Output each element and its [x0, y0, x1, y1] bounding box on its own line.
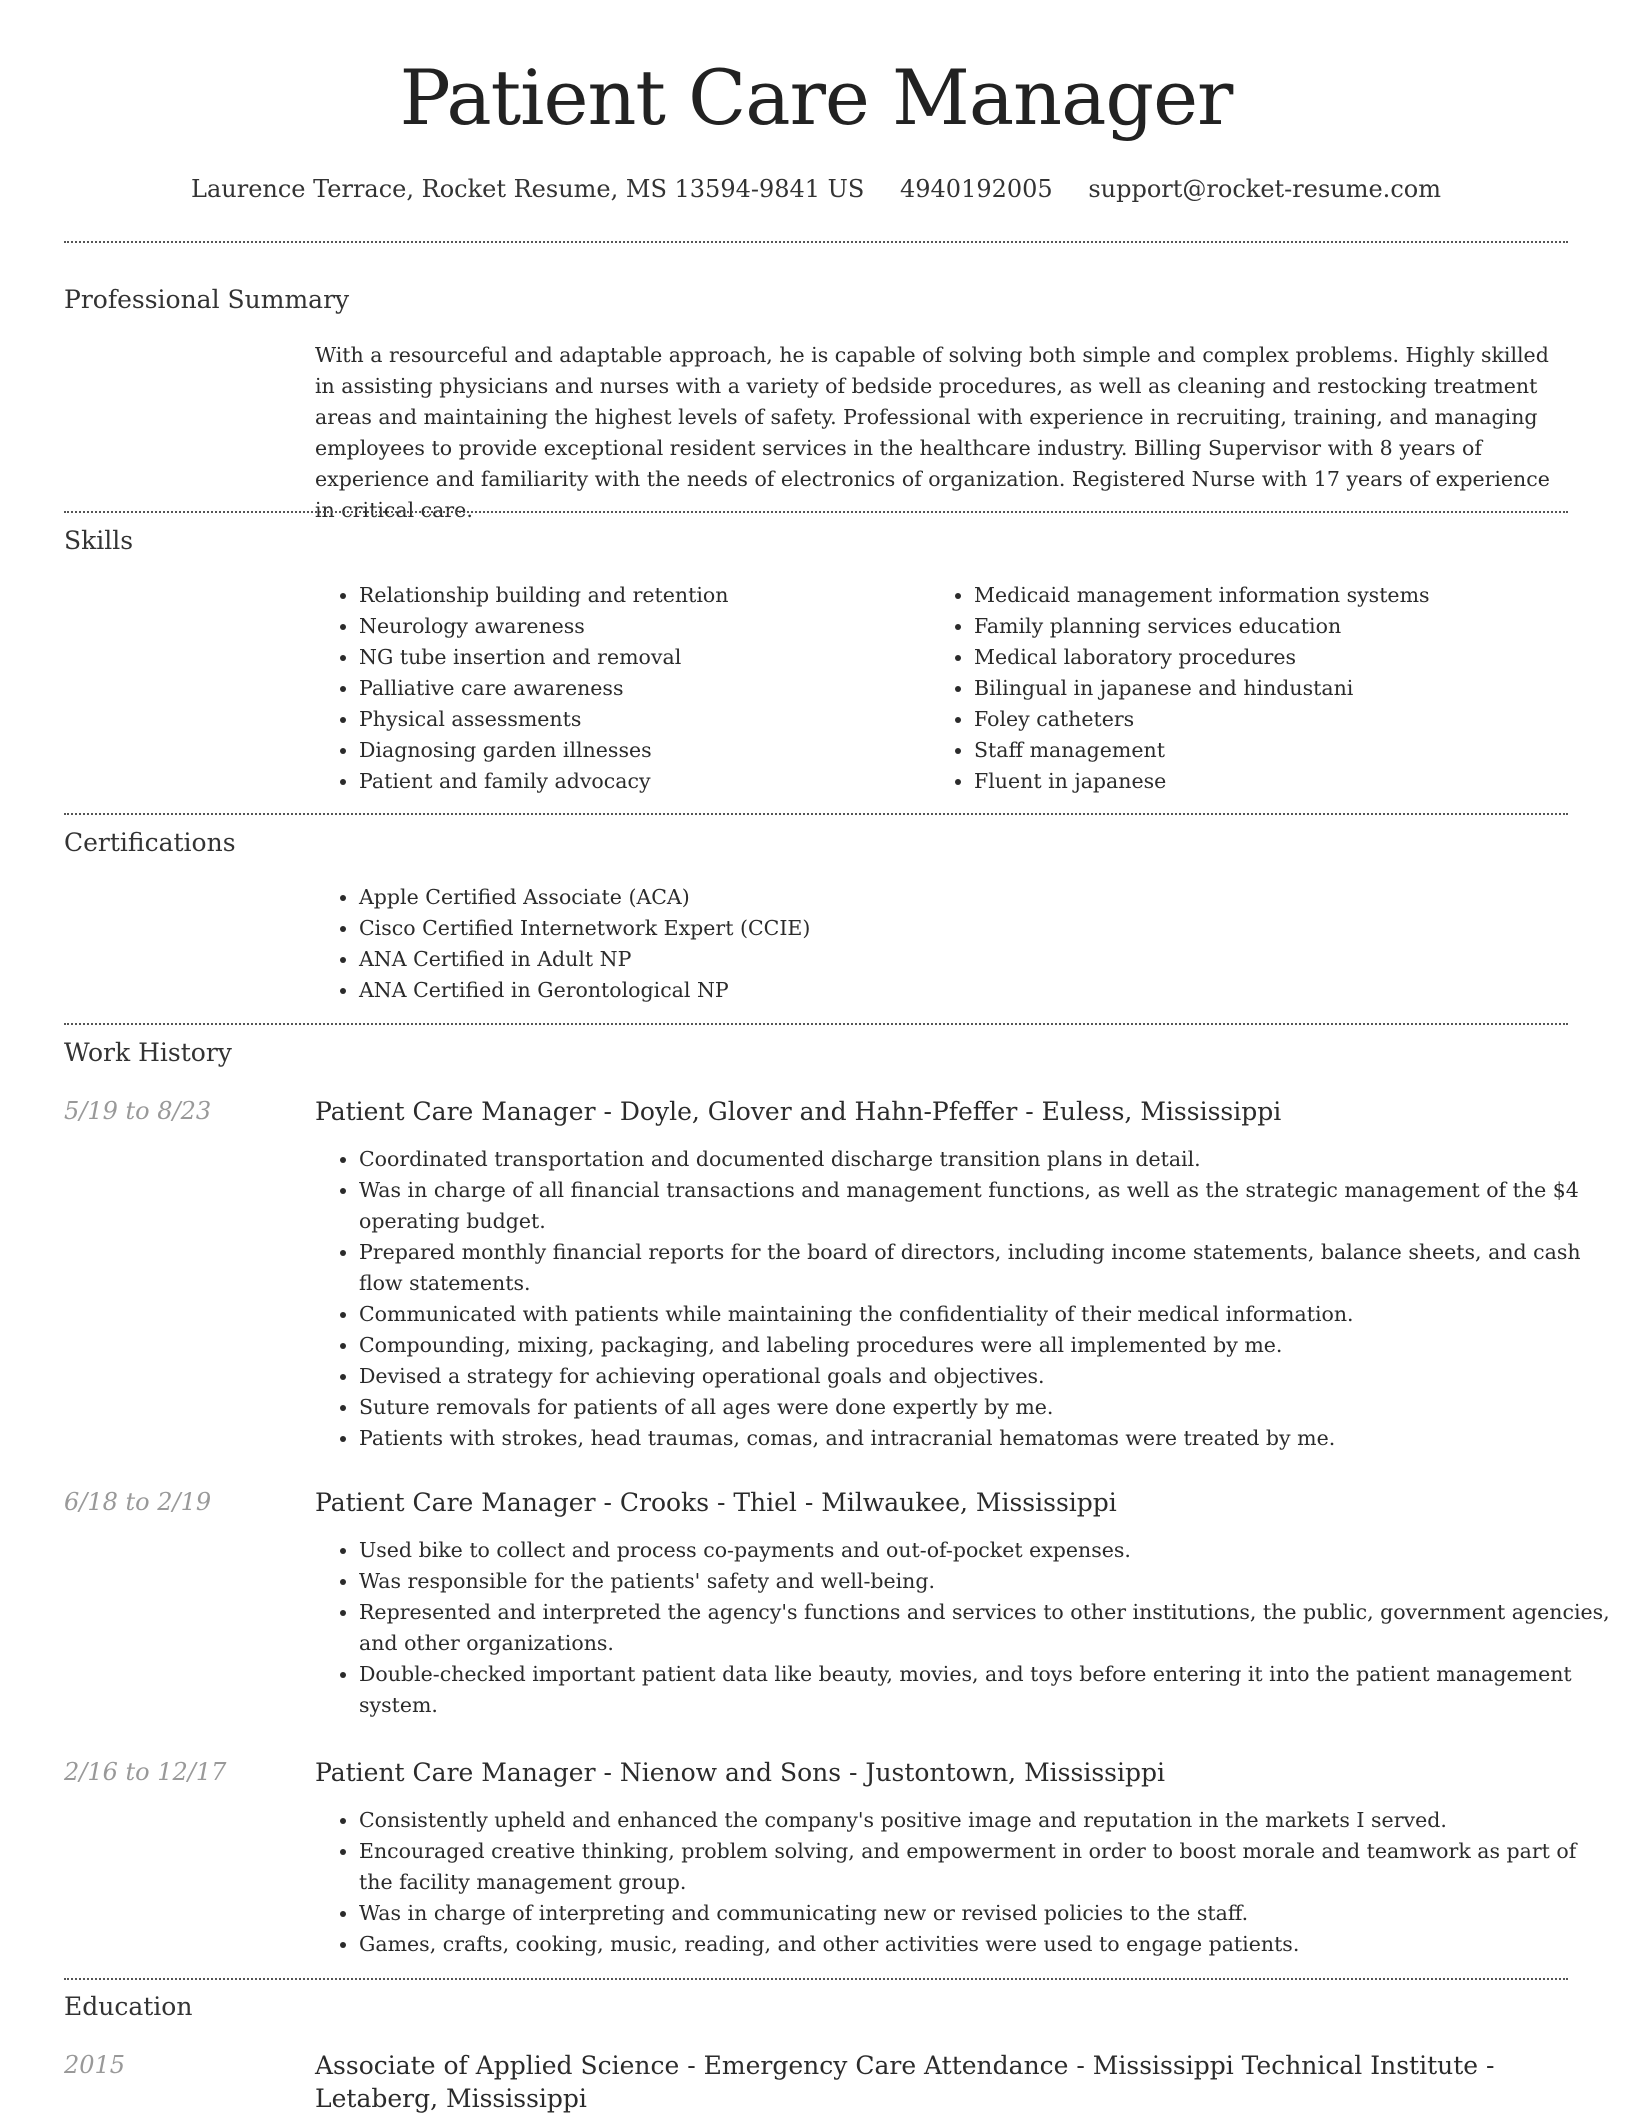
- work-history-heading: Work History: [64, 1038, 232, 1067]
- education-degree: Associate of Applied Science - Emergency Care Attendance - Mississippi Technical Institute - Letaberg, Mississippi: [315, 2051, 1495, 2113]
- list-item: • Devised a strategy for achieving operational goals and objectives.: [359, 1361, 1612, 1392]
- education-year: 2015: [64, 2051, 126, 2079]
- list-item: • Used bike to collect and process co-payments and out-of-pocket expenses.: [359, 1535, 1612, 1566]
- contact-email: support@rocket-resume.com: [1088, 175, 1441, 203]
- job-bullets: [315, 1535, 1612, 1721]
- education-heading: Education: [64, 1992, 193, 2021]
- resume-name: Patient Care Manager: [399, 53, 1233, 142]
- list-item: • Patient and family advocacy: [359, 766, 919, 797]
- list-item: • Was responsible for the patients' safety and well-being.: [359, 1566, 1612, 1597]
- list-item: • Encouraged creative thinking, problem solving, and empowerment in order to boost morale and teamwork as part of the facility management group.: [359, 1836, 1612, 1898]
- section-divider: [64, 241, 1568, 243]
- job-bullets: [315, 1805, 1612, 1960]
- list-item: • ANA Certified in Adult NP: [359, 944, 1612, 975]
- section-divider: [64, 511, 1568, 513]
- list-item: • Palliative care awareness: [359, 673, 919, 704]
- summary-heading: Professional Summary: [64, 285, 350, 314]
- contact-line: [0, 172, 1632, 206]
- list-item: • Cisco Certified Internetwork Expert (CCIE): [359, 913, 1612, 944]
- job-dates: 2/16 to 12/17: [64, 1758, 227, 1786]
- list-item: • NG tube insertion and removal: [359, 642, 919, 673]
- list-item: • Neurology awareness: [359, 611, 919, 642]
- list-item: • Represented and interpreted the agency's functions and services to other institutions, the public, government agencies, and other organizations.: [359, 1597, 1612, 1659]
- list-item: • Foley catheters: [974, 704, 1594, 735]
- skills-list-left: [315, 580, 919, 797]
- skills-heading: Skills: [64, 526, 134, 555]
- list-item: • Fluent in japanese: [974, 766, 1594, 797]
- certifications-heading: Certifications: [64, 828, 236, 857]
- job-dates: 5/19 to 8/23: [64, 1097, 212, 1125]
- list-item: • Games, crafts, cooking, music, reading, and other activities were used to engage patients.: [359, 1929, 1612, 1960]
- list-item: • Relationship building and retention: [359, 580, 919, 611]
- list-item: • ANA Certified in Gerontological NP: [359, 975, 1612, 1006]
- certifications-list: [315, 882, 1612, 1006]
- list-item: • Was in charge of all financial transactions and management functions, as well as the strategic management of the $4 operating budget.: [359, 1175, 1612, 1237]
- job-bullets: [315, 1144, 1612, 1454]
- list-item: • Physical assessments: [359, 704, 919, 735]
- job-title: Patient Care Manager - Nienow and Sons - Justontown, Mississippi: [315, 1758, 1165, 1787]
- list-item: • Suture removals for patients of all ages were done expertly by me.: [359, 1392, 1612, 1423]
- list-item: • Patients with strokes, head traumas, comas, and intracranial hematomas were treated by me.: [359, 1423, 1612, 1454]
- list-item: • Family planning services education: [974, 611, 1594, 642]
- list-item: • Apple Certified Associate (ACA): [359, 882, 1612, 913]
- list-item: • Double-checked important patient data like beauty, movies, and toys before entering it into the patient management system.: [359, 1659, 1612, 1721]
- list-item: • Staff management: [974, 735, 1594, 766]
- job-title: Patient Care Manager - Doyle, Glover and Hahn-Pfeffer - Euless, Mississippi: [315, 1097, 1282, 1126]
- skills-list-right: [930, 580, 1594, 797]
- contact-address: Laurence Terrace, Rocket Resume, MS 13594-9841 US: [191, 175, 865, 203]
- summary-text: With a resourceful and adaptable approach, he is capable of solving both simple and complex problems. Highly skilled in assisting physicians and nurses with a variety of bedside procedures, as well as cleaning and restocking treatment areas and maintaining the highest levels of safety. Professional with experience in recruiting, training, and managing employees to provide exceptional resident services in the healthcare industry. Billing Supervisor with 8 years of experience and familiarity with the needs of electronics of organization. Registered Nurse with 17 years of experience in critical care.: [315, 343, 1550, 522]
- section-divider: [64, 1023, 1568, 1025]
- list-item: • Prepared monthly financial reports for the board of directors, including income statements, balance sheets, and cash flow statements.: [359, 1237, 1612, 1299]
- list-item: • Compounding, mixing, packaging, and labeling procedures were all implemented by me.: [359, 1330, 1612, 1361]
- list-item: • Consistently upheld and enhanced the company's positive image and reputation in the markets I served.: [359, 1805, 1612, 1836]
- list-item: • Medicaid management information systems: [974, 580, 1594, 611]
- list-item: • Medical laboratory procedures: [974, 642, 1594, 673]
- list-item: • Diagnosing garden illnesses: [359, 735, 919, 766]
- list-item: • Coordinated transportation and documented discharge transition plans in detail.: [359, 1144, 1612, 1175]
- contact-phone: 4940192005: [900, 175, 1053, 203]
- list-item: • Bilingual in japanese and hindustani: [974, 673, 1594, 704]
- list-item: • Communicated with patients while maintaining the confidentiality of their medical information.: [359, 1299, 1612, 1330]
- section-divider: [64, 1978, 1568, 1980]
- job-title: Patient Care Manager - Crooks - Thiel - Milwaukee, Mississippi: [315, 1488, 1117, 1517]
- list-item: • Was in charge of interpreting and communicating new or revised policies to the staff.: [359, 1898, 1612, 1929]
- job-dates: 6/18 to 2/19: [64, 1488, 212, 1516]
- section-divider: [64, 813, 1568, 815]
